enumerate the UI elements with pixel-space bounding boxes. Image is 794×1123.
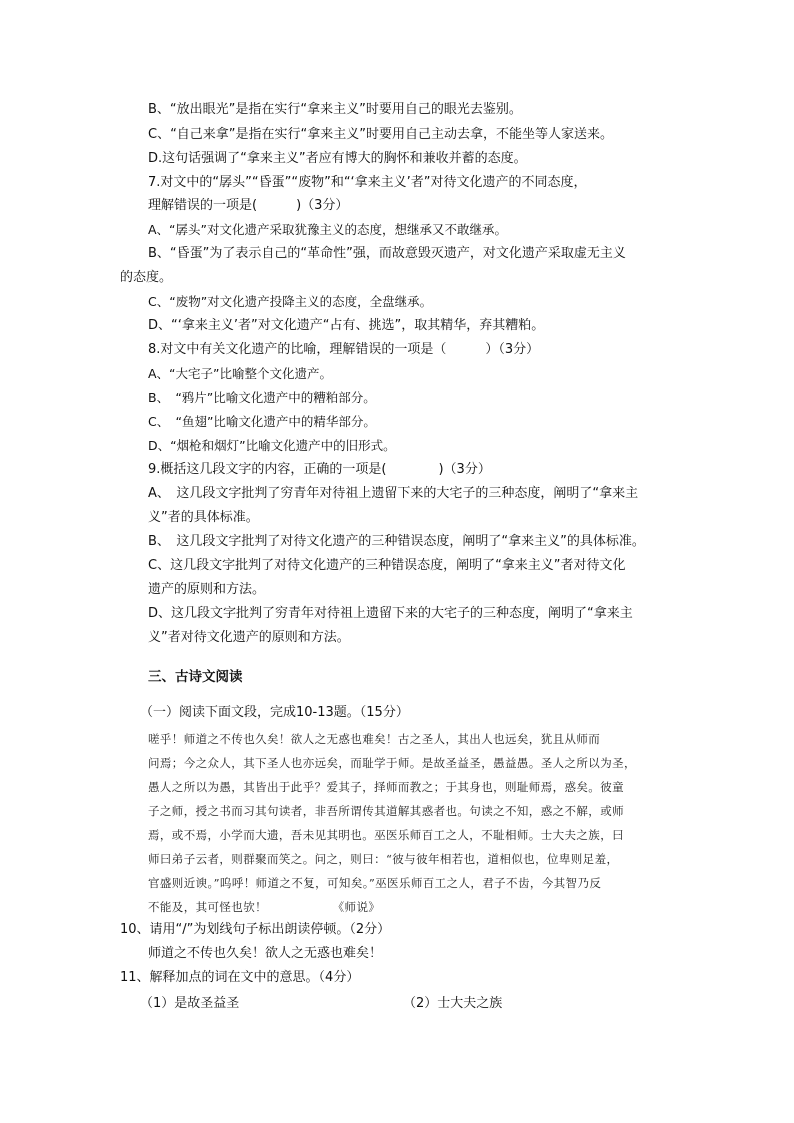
q10-prompt: 10、请用“/”为划线句子标出朗读停顿。（2分） bbox=[120, 922, 391, 937]
section-instruction: （一）阅读下面文段，完成10-13题。（15分） bbox=[140, 705, 409, 720]
q8-option-d: D、“烟枪和烟灯”比喻文化遗产中的旧形式。 bbox=[148, 438, 396, 453]
q9-option-d: D、这几段文字批判了穷青年对待祖上遗留下来的大宅子的三种态度，阐明了“拿来主 bbox=[148, 606, 633, 621]
passage-line: 子之师，授之书而习其句读者，非吾所谓传其道解其惑者也。句读之不知，惑之不解，或师 bbox=[148, 804, 624, 818]
passage-line: 愚人之所以为愚，其皆出于此乎？爱其子，择师而教之；于其身也，则耻师焉，惑矣。彼童 bbox=[148, 780, 624, 794]
q7-option-b-cont: 的态度。 bbox=[120, 270, 173, 285]
passage-line: 嗟乎！师道之不传也久矣！欲人之无惑也难矣！古之圣人，其出人也远矣，犹且从师而 bbox=[148, 732, 601, 746]
q11-item-2: （2）士大夫之族 bbox=[403, 996, 503, 1011]
q9-option-a-cont: 义”者的具体标准。 bbox=[148, 510, 259, 525]
passage-line: 官盛则近谀。”呜呼！师道之不复，可知矣。”巫医乐师百工之人，君子不齿，今其智乃反 bbox=[148, 876, 602, 890]
q8-option-a: A、“大宅子”比喻整个文化遗产。 bbox=[148, 366, 333, 381]
passage-line: 不能及，其可怪也欤！ 《师说》 bbox=[148, 900, 381, 914]
q9-option-b: B、 这几段文字批判了对待文化遗产的三种错误态度，阐明了“拿来主义”的具体标准。 bbox=[148, 534, 645, 549]
q7-stem-cont: 理解错误的一项是( )（3分） bbox=[148, 198, 349, 213]
q7-option-d: D、“‘拿来主义’者”对文化遗产“占有、挑选”，取其精华，弃其糟粕。 bbox=[148, 318, 545, 333]
q8-option-c: C、 “鱼翅”比喻文化遗产中的精华部分。 bbox=[148, 414, 376, 429]
q9-option-c: C、这几段文字批判了对待文化遗产的三种错误态度，阐明了“拿来主义”者对待文化 bbox=[148, 558, 626, 573]
q6-option-c: C、“自己来拿”是指在实行“拿来主义”时要用自己主动去拿，不能坐等人家送来。 bbox=[148, 127, 614, 142]
q8-stem: 8.对文中有关文化遗产的比喻，理解错误的一项是（ ）（3分） bbox=[148, 342, 540, 357]
q7-stem: 7.对文中的“孱头”“昏蛋”“废物”和“‘拿来主义’者”对待文化遗产的不同态度， bbox=[148, 175, 587, 190]
q7-option-c: C、“废物”对文化遗产投降主义的态度，全盘继承。 bbox=[148, 294, 433, 309]
q8-option-b: B、 “鸦片”比喻文化遗产中的糟粕部分。 bbox=[148, 390, 376, 405]
passage-line: 师曰弟子云者，则群聚而笑之。问之，则曰：“彼与彼年相若也，道相似也，位卑则足羞， bbox=[148, 852, 619, 866]
passage-line: 焉，或不焉，小学而大遗，吾未见其明也。巫医乐师百工之人，不耻相师。士大夫之族，曰 bbox=[148, 828, 624, 842]
q9-option-c-cont: 遗产的原则和方法。 bbox=[148, 582, 266, 597]
q11-prompt: 11、解释加点的词在文中的意思。（4分） bbox=[120, 970, 360, 985]
q6-option-b: B、“放出眼光”是指在实行“拿来主义”时要用自己的眼光去鉴别。 bbox=[148, 102, 522, 117]
q7-option-b: B、“昏蛋”为了表示自己的“革命性”强，而故意毁灭遗产，对文化遗产采取虚无主义 bbox=[148, 246, 626, 261]
q6-option-d: D.这句话强调了“拿来主义”者应有博大的胸怀和兼收并蓄的态度。 bbox=[148, 151, 527, 166]
q9-stem: 9.概括这几段文字的内容，正确的一项是( )（3分） bbox=[148, 462, 491, 477]
q10-sentence: 师道之不传也久矣！欲人之无惑也难矣！ bbox=[148, 946, 383, 961]
passage-line: 问焉；今之众人，其下圣人也亦远矣，而耻学于师。是故圣益圣，愚益愚。圣人之所以为圣， bbox=[148, 756, 636, 770]
section-heading: 三、古诗文阅读 bbox=[148, 669, 243, 685]
q7-option-a: A、“孱头”对文化遗产采取犹豫主义的态度，想继承又不敢继承。 bbox=[148, 222, 508, 237]
q9-option-a: A、 这几段文字批判了穷青年对待祖上遗留下来的大宅子的三种态度，阐明了“拿来主 bbox=[148, 486, 639, 501]
q11-item-1: （1）是故圣益圣 bbox=[140, 996, 240, 1011]
q9-option-d-cont: 义”者对待文化遗产的原则和方法。 bbox=[148, 630, 350, 645]
